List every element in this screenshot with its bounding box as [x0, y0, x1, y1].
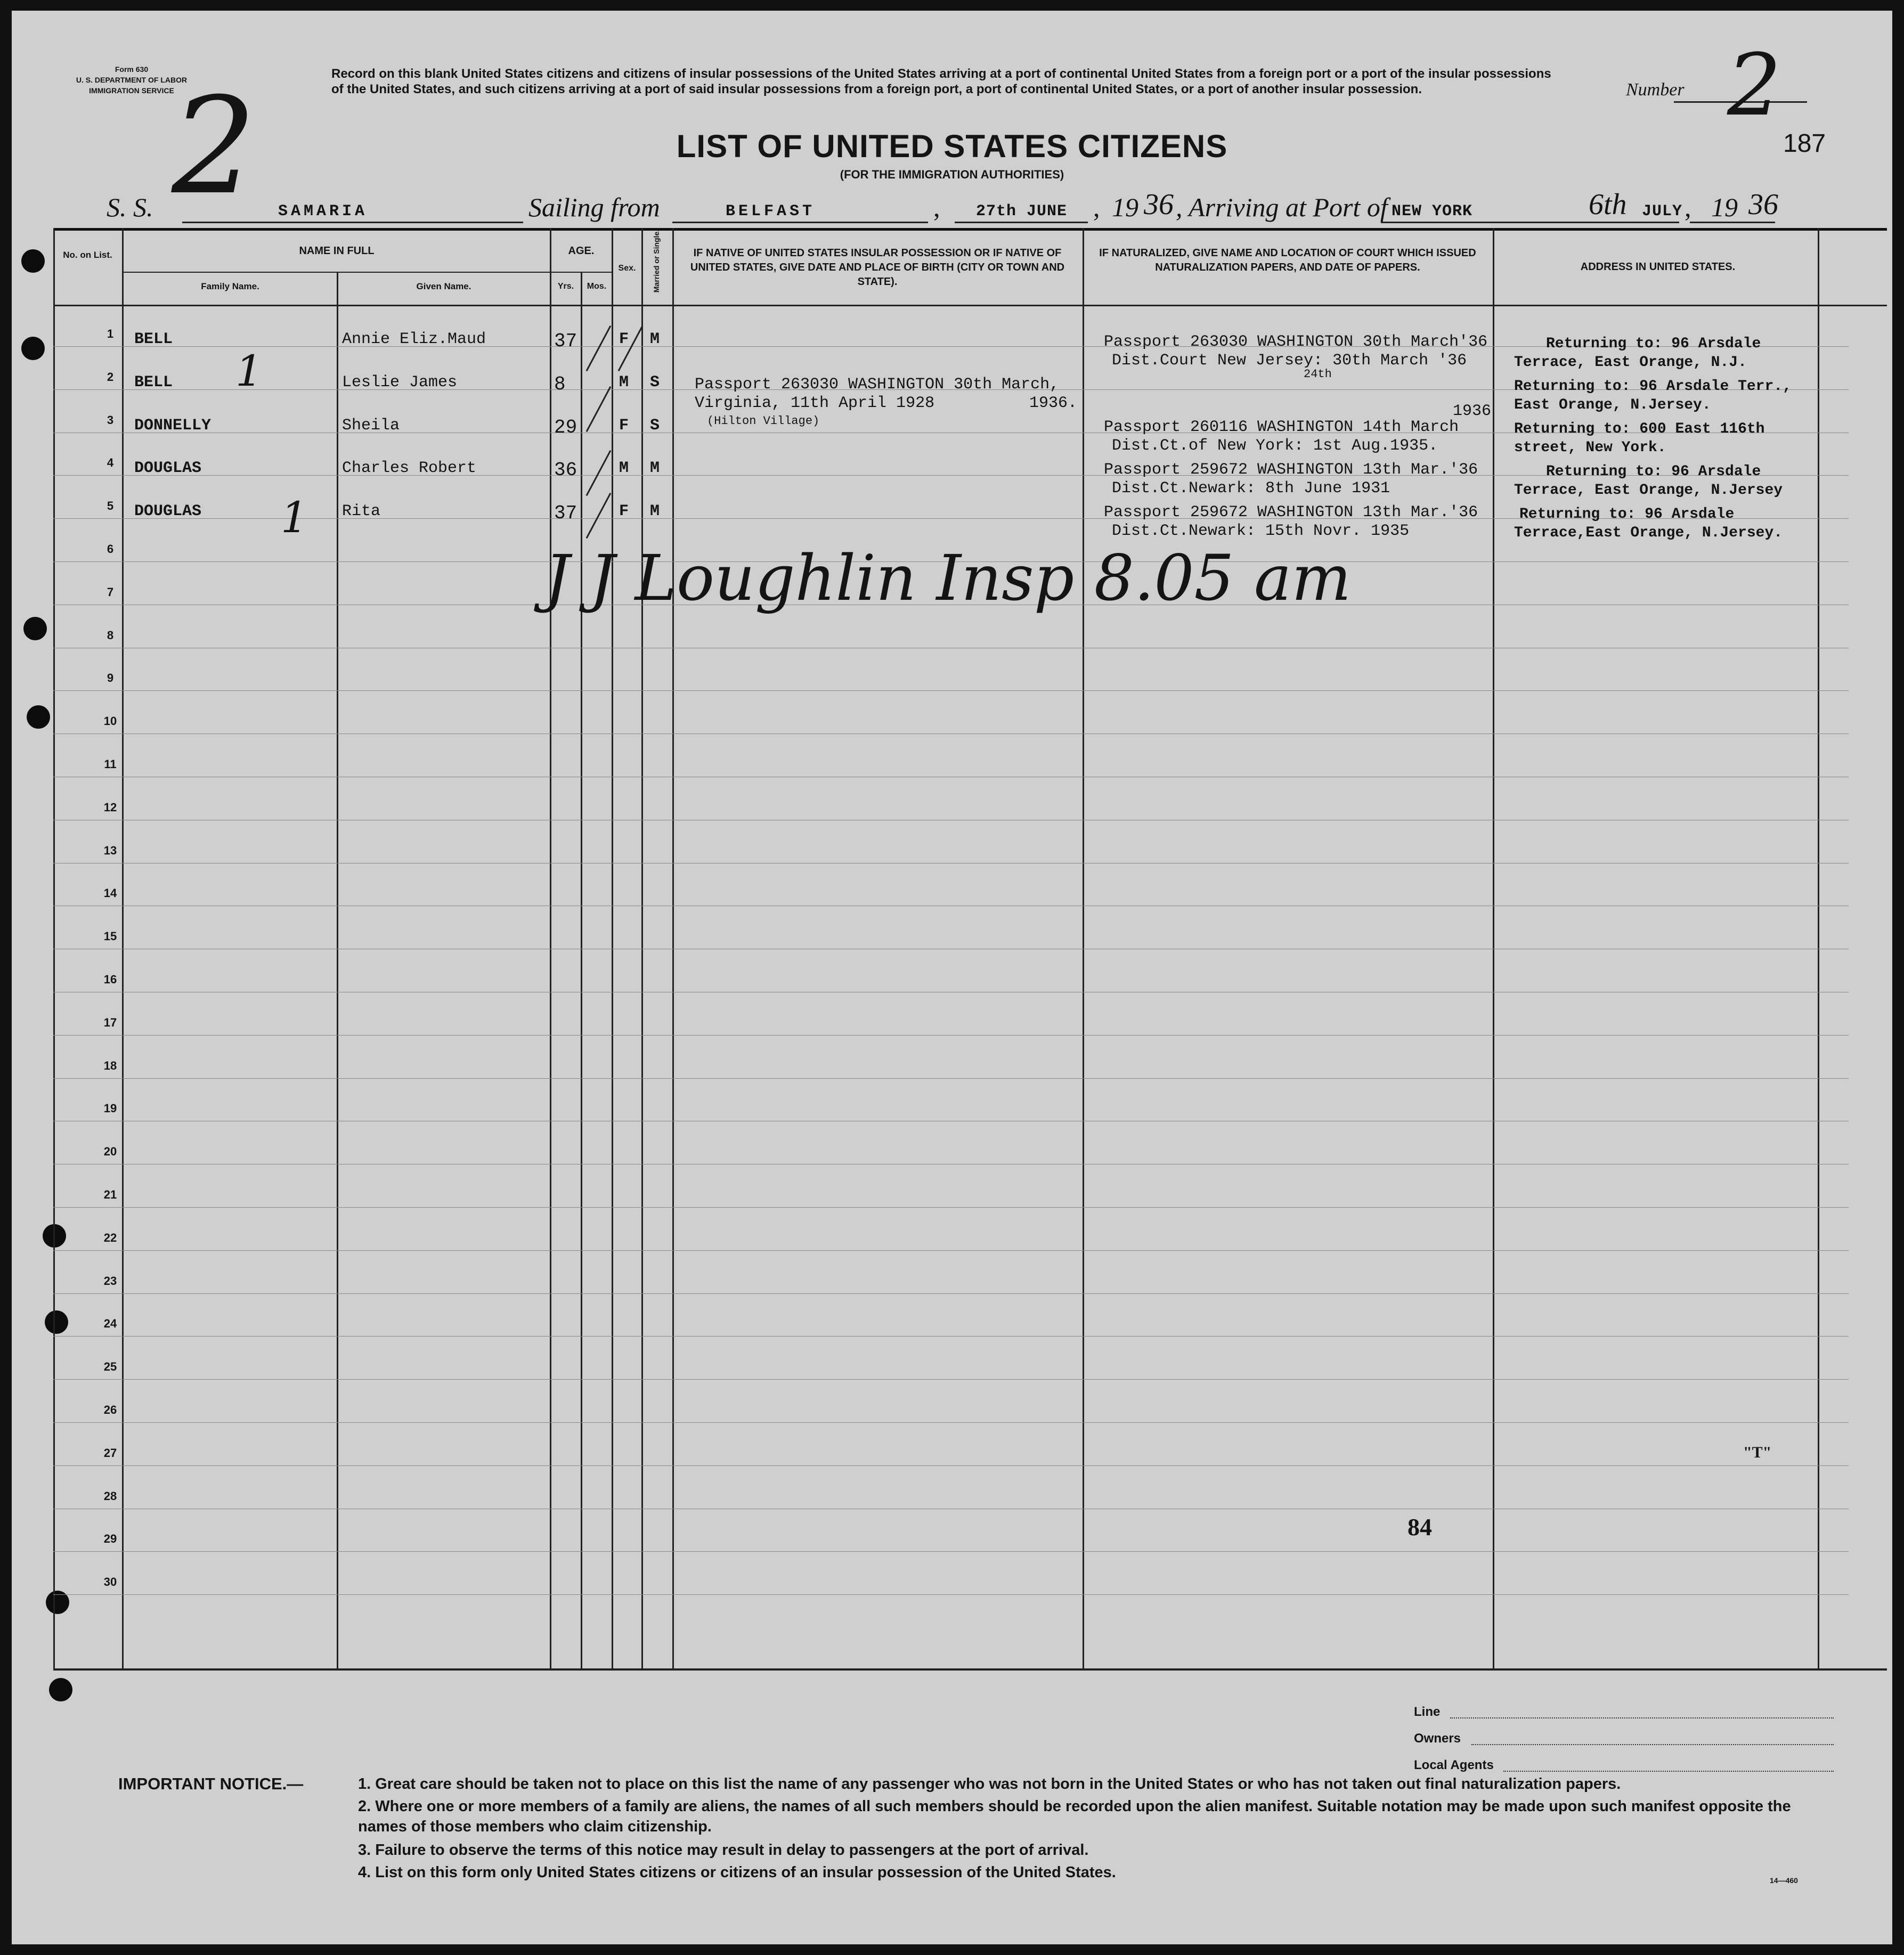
passenger-marital-status: M: [650, 459, 660, 478]
sailing-date-underline: [955, 222, 1088, 223]
to-port-underline: [1381, 222, 1679, 223]
row-number: 29: [103, 1532, 117, 1546]
address-5-line1: Returning to: 96 Arsdale: [1519, 506, 1735, 523]
row-number: 6: [107, 542, 114, 556]
row-number: 4: [107, 456, 114, 470]
passenger-given-name: Rita: [342, 502, 381, 521]
passenger-marital-status: M: [650, 330, 660, 348]
column-family-name: Family Name.: [201, 281, 259, 291]
page-number: 187: [1783, 129, 1826, 158]
notice-item-4: 4. List on this form only United States citizens or citizens of an insular possession of the United States.: [358, 1864, 1116, 1881]
row-number: 30: [103, 1575, 117, 1589]
row-number: 22: [103, 1231, 117, 1244]
owners-label: Owners: [1414, 1731, 1461, 1746]
department-name: U. S. DEPARTMENT OF LABOR: [76, 76, 188, 84]
passenger-family-name: DONNELLY: [134, 416, 211, 435]
address-4-line2: Terrace, East Orange, N.Jersey: [1514, 482, 1783, 499]
passenger-age-years: 37: [554, 502, 577, 525]
table-top-rule: [53, 228, 1887, 231]
naturalization-4-line1: Passport 259672 WASHINGTON 13th Mar.'36: [1104, 503, 1478, 522]
passenger-sex: F: [619, 416, 629, 435]
notice-item-2: 2. Where one or more members of a family are aliens, the names of all such members should be recorded upon the alien manifest. Suitable notation may be made upon such manifest opposite the names of those members who claim citizenship.: [358, 1798, 1791, 1835]
native-entry-line1: Passport 263030 WASHINGTON 30th March,: [695, 376, 1060, 394]
sailing-date: 27th JUNE: [976, 202, 1068, 221]
naturalization-1-line2: Dist.Court New Jersey: 30th March '36: [1112, 352, 1467, 370]
passenger-family-name: BELL: [134, 330, 173, 348]
passenger-marital-status: M: [650, 502, 660, 521]
row-rule: [53, 1293, 1849, 1294]
page-title: LIST OF UNITED STATES CITIZENS: [676, 128, 1228, 164]
passenger-marital-status: S: [650, 373, 660, 392]
row-number: 24: [103, 1317, 117, 1331]
address-5-line2: Terrace,East Orange, N.Jersey.: [1514, 525, 1783, 541]
page-subtitle: (FOR THE IMMIGRATION AUTHORITIES): [840, 168, 1064, 181]
naturalization-3-line2: Dist.Ct.Newark: 8th June 1931: [1112, 479, 1390, 498]
address-1-line1: Returning to: 96 Arsdale: [1546, 336, 1761, 352]
row-rule: [53, 1035, 1849, 1036]
row-number: 27: [103, 1446, 117, 1460]
table-header-rule: [53, 305, 1887, 306]
column-age-months: Mos.: [587, 282, 607, 291]
row-rule: [53, 1551, 1849, 1552]
check-mark: [586, 493, 612, 539]
record-instructions: Record on this blank United States citizens and citizens of insular possessions of the United States arriving at a port of continental United States from a foreign port or a port of the insular possessions of the United States, and such citizens arriving at a port of said insular possessions from a foreign port, a port of continental United States, or a port of another insular possession.: [331, 67, 1551, 96]
row-number: 15: [103, 930, 117, 943]
arrival-year-prefix: 19: [1711, 192, 1738, 222]
row-rule: [53, 863, 1849, 864]
local-agents-label: Local Agents: [1414, 1758, 1494, 1772]
ship-name: SAMARIA: [278, 202, 368, 221]
stamp-t: "T": [1743, 1444, 1772, 1461]
native-entry-line3: (Hilton Village): [707, 414, 820, 428]
passenger-sex: F: [619, 330, 629, 348]
punch-hole: [49, 1678, 72, 1701]
row-rule: [53, 1465, 1849, 1466]
passenger-age-years: 37: [554, 330, 577, 352]
tally-mark: 1: [235, 346, 263, 396]
row-number: 10: [103, 714, 117, 728]
punch-hole: [27, 705, 50, 729]
column-address: ADDRESS IN UNITED STATES.: [1580, 261, 1736, 273]
row-rule: [53, 1594, 1849, 1595]
column-given-name: Given Name.: [416, 281, 471, 291]
native-entry-line2: Virginia, 11th April 1928: [695, 394, 935, 412]
row-number: 12: [103, 800, 117, 814]
row-rule: [53, 690, 1849, 691]
passenger-age-years: 36: [554, 459, 577, 482]
naturalization-3-line1: Passport 259672 WASHINGTON 13th Mar.'36: [1104, 461, 1478, 479]
naturalization-1-line1: Passport 263030 WASHINGTON 30th March'36: [1104, 333, 1488, 351]
row-number: 16: [103, 973, 117, 986]
address-1-line2: Terrace, East Orange, N.J.: [1514, 354, 1747, 371]
row-number: 23: [103, 1274, 117, 1288]
punch-hole: [45, 1310, 68, 1334]
passenger-given-name: Leslie James: [342, 373, 458, 392]
ss-label: S. S.: [107, 192, 153, 222]
row-rule: [53, 1422, 1849, 1423]
passenger-family-name: BELL: [134, 373, 173, 392]
column-name-in-full: NAME IN FULL: [299, 245, 375, 257]
notice-item-1: 1. Great care should be taken not to place on this list the name of any passenger who was not born in the United States or who has not taken out final naturalization papers.: [358, 1775, 1621, 1793]
row-number: 20: [103, 1145, 117, 1159]
row-number: 28: [103, 1489, 117, 1503]
inspector-signature: J J Loughlin Insp 8.05 am: [544, 541, 1352, 615]
service-name: IMMIGRATION SERVICE: [89, 86, 174, 95]
passenger-sex: M: [619, 459, 629, 478]
address-2-line2: East Orange, N.Jersey.: [1514, 397, 1711, 413]
check-mark: [586, 325, 612, 371]
row-rule: [53, 1336, 1849, 1337]
row-number: 2: [107, 370, 114, 384]
row-number: 13: [103, 843, 117, 857]
punch-hole: [21, 337, 45, 360]
row-number: 9: [107, 671, 114, 685]
tally-mark: 1: [281, 493, 308, 542]
from-port-underline: [672, 222, 928, 223]
row-number: 11: [104, 757, 117, 771]
passenger-given-name: Charles Robert: [342, 459, 477, 478]
sailing-year-suffix: 36: [1144, 188, 1174, 221]
address-3-line1: Returning to: 600 East 116th: [1514, 421, 1765, 437]
passenger-age-years: 8: [554, 373, 566, 395]
address-4-line1: Returning to: 96 Arsdale: [1546, 463, 1761, 480]
check-mark: [586, 386, 612, 432]
handwritten-list-mark: 2: [172, 69, 257, 224]
sailing-year-prefix: 19: [1112, 192, 1138, 222]
column-age-years: Yrs.: [557, 282, 574, 291]
row-number: 17: [103, 1015, 117, 1029]
passenger-family-name: DOUGLAS: [134, 502, 202, 521]
naturalization-2-line2: Dist.Ct.of New York: 1st Aug.1935.: [1112, 437, 1438, 455]
column-no-on-list: No. on List.: [63, 250, 112, 260]
row-number: 1: [107, 327, 114, 340]
column-age: AGE.: [568, 245, 595, 257]
passenger-sex: F: [619, 502, 629, 521]
row-rule: [53, 1078, 1849, 1079]
to-port: NEW YORK: [1392, 202, 1473, 221]
column-sex: Sex.: [618, 264, 636, 273]
ship-underline: [182, 222, 523, 223]
notice-heading: IMPORTANT NOTICE.—: [118, 1774, 304, 1793]
row-number: 7: [107, 585, 114, 599]
arrival-year-suffix: 36: [1748, 188, 1778, 221]
passenger-age-years: 29: [554, 416, 577, 438]
passenger-given-name: Sheila: [342, 416, 400, 435]
arrival-day: 6th: [1589, 188, 1627, 221]
row-number: 14: [103, 886, 117, 900]
number-value: 2: [1727, 35, 1781, 135]
notice-item-3: 3. Failure to observe the terms of this notice may result in delay to passengers at the port of arrival.: [358, 1842, 1089, 1859]
stamp-84: 84: [1407, 1513, 1432, 1541]
sailing-label: Sailing from: [528, 192, 660, 222]
from-port: BELFAST: [726, 202, 816, 221]
line-label: Line: [1414, 1705, 1441, 1719]
column-native-birth: IF NATIVE OF UNITED STATES INSULAR POSSESSION OR IF NATIVE OF UNITED STATES, GIVE DATE AND PLACE OF BIRTH (CITY OR TOWN AND STATE).: [690, 247, 1065, 288]
passenger-marital-status: S: [650, 416, 660, 435]
punch-hole: [23, 617, 47, 640]
address-2-line1: Returning to: 96 Arsdale Terr.,: [1514, 378, 1792, 395]
row-rule: [53, 1379, 1849, 1380]
address-3-line2: street, New York.: [1514, 439, 1666, 456]
naturalization-2-line1: Passport 260116 WASHINGTON 14th March: [1104, 418, 1459, 436]
arrival-month: JULY: [1642, 202, 1683, 221]
form-number: Form 630: [115, 65, 149, 74]
column-married-single: Married or Single.: [652, 229, 661, 293]
manifest-sheet: Form 630 U. S. DEPARTMENT OF LABOR IMMIGRATION SERVICE 2 Record on this blank United States citizens and citizens of insular possessions of the United States arriving at a port of continental United States from a foreign port or a port of the insular possessions of the United States, and such citizens arriving at a port of said insular possessions from a foreign port, a port of continental United States, or a port of another insular possession. Number 2 LIST OF UNITED STATES CITIZENS 187 (FOR THE IMMIGRATION AUTHORITIES) S. S. SAMARIA Sailing from BELFAST , 27th JUNE , 19 36 , Arriving at Port of NEW YORK 6th JULY , 19 36 No. on List. NAME IN FULL Family Name. Given Name. AGE. Yrs. Mos. Sex. Married or Single. IF NATIVE OF UNITED STATES INSULAR POSSESSION OR IF NATIVE OF UNITED STATES, GIVE DATE AND PLACE OF BIRTH (CITY OR TOWN AND STATE). IF NATURALIZED, GIVE NAME AND LOCATION OF COURT WHICH ISSUED NATURALIZATION PAPERS, AND DATE OF PAPERS. ADDRESS IN UNITED STATES. 1 2 3 4 5 6 7 8 9 10 11 12 13 14 15 16 17 18 19 20 21 22 23 24 25 26 27 28 29 30 BELL Annie Eliz.Maud 37 F M BELL Leslie James 8 M S DONNELLY Sheila 29 F S DOUGLAS Charles Robert 36 M M DOUGLAS Rita 37 F M 1 1 Passport 263030 WASHINGTON 30th March, Virginia, 11th April 1928 1936. (Hilton Village) Passport 263030 WASHINGTON 30th March'36 Dist.Court New Jersey: 30th March '36 24th 1936 Passport 260116 WASHINGTON 14th March Dist.Ct.of New York: 1st Aug.1935. Passport 259672 WASHINGTON 13th Mar.'36 Dist.Ct.Newark: 8th June 1931 Passport 259672 WASHINGTON 13th Mar.'36 Dist.Ct.Newark: 15th Novr. 1935 Returning to: 96 Arsdale Terrace, East Orange, N.J. Returning to: 96 Arsdale Terr., East Orange, N.Jersey. Returning to: 600 East 116th street, New York. Returning to: 96 Arsdale Terrace, East Orange, N.Jersey Returning to: 96 Arsdale Terrace,East Orange, N.Jersey. J J Loughlin Insp 8.05 am 84 "T" Line Owners Local Agents IMPORTANT NOTICE.— 1. Great care should be taken not to place on this list the name of any passenger who was not born in the United States or who has not taken out final naturalization papers. 2. Where one or more members of a family are aliens, the names of all such members should be recorded upon the alien manifest. Suitable notation may be made upon such manifest opposite the names of those members who claim citizenship. 3. Failure to observe the terms of this notice may result in delay to passengers at the port of arrival. 4. List on this form only United States citizens or citizens of an insular possession of the United States. 14—460: [12, 11, 1892, 1944]
naturalization-2-year: 1936: [1453, 402, 1492, 420]
native-entry-year: 1936.: [1029, 394, 1078, 412]
punch-hole: [21, 249, 45, 273]
naturalization-4-line2: Dist.Ct.Newark: 15th Novr. 1935: [1112, 522, 1410, 540]
passenger-given-name: Annie Eliz.Maud: [342, 330, 486, 348]
row-number: 18: [103, 1058, 117, 1072]
row-rule: [53, 1250, 1849, 1251]
row-number: 26: [103, 1403, 117, 1416]
row-number: 3: [107, 413, 114, 427]
row-rule: [53, 1207, 1849, 1208]
passenger-family-name: DOUGLAS: [134, 459, 202, 478]
column-naturalization: IF NATURALIZED, GIVE NAME AND LOCATION OF COURT WHICH ISSUED NATURALIZATION PAPERS, AND DATE OF PAPERS.: [1099, 247, 1476, 273]
naturalization-1-correction: 24th: [1304, 368, 1332, 381]
row-number: 21: [103, 1188, 117, 1201]
table-bottom-rule: [53, 1668, 1887, 1671]
print-code: 14—460: [1770, 1876, 1798, 1885]
row-number: 8: [107, 628, 114, 642]
row-number: 25: [103, 1360, 117, 1374]
row-number: 5: [107, 499, 114, 513]
number-label: Number: [1626, 80, 1685, 100]
check-mark: [586, 450, 612, 496]
row-number: 19: [103, 1102, 117, 1115]
passenger-sex: M: [619, 373, 629, 392]
arriving-label: , Arriving at Port of: [1176, 192, 1388, 222]
